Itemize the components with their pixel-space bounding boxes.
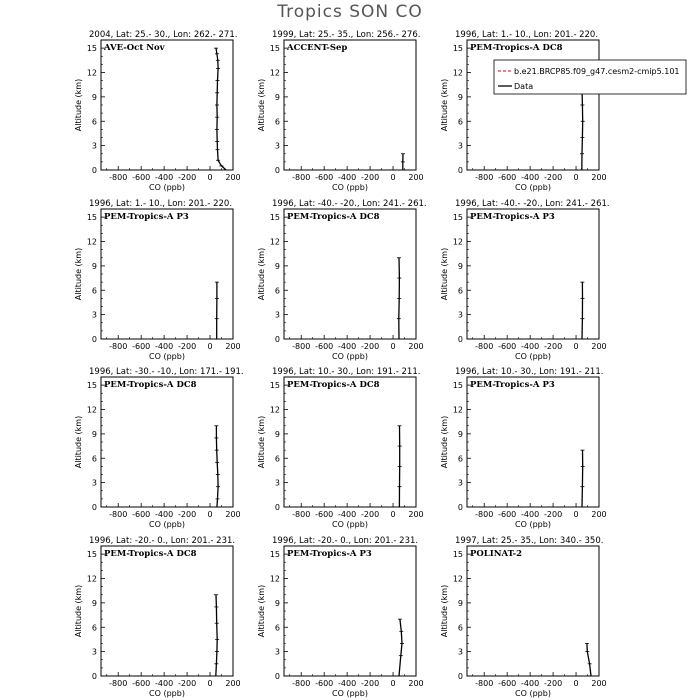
panel-header: 1996, Lat: -20.- 0., Lon: 201.- 231. [89,536,236,546]
y-tick-label: 6 [274,117,280,127]
y-tick-label: 0 [91,335,97,344]
y-tick-label: 0 [274,503,280,512]
panel-6 [440,199,610,361]
x-tick-label: -200 [178,510,197,519]
y-tick-label: 9 [274,429,280,439]
x-tick-label: 200 [225,173,241,182]
y-axis-title: Altitude (km) [440,415,449,469]
y-tick-label: 12 [269,237,280,247]
panel-header: 1996, Lat: 10.- 30., Lon: 191.- 211. [455,367,604,377]
y-tick-label: 12 [86,237,97,247]
x-tick-label: -200 [544,679,563,688]
legend [494,60,686,94]
data-profile-line [582,89,583,170]
y-tick-label: 15 [86,44,97,54]
x-tick-label: 0 [390,510,396,519]
data-profile-line [582,282,583,339]
y-tick-label: 15 [86,550,97,560]
y-tick-label: 3 [91,647,97,657]
campaign-label: PEM-Tropics-A DC8 [104,380,197,390]
panel-12 [440,536,607,698]
x-tick-label: 0 [207,342,213,351]
y-tick-label: 15 [86,381,97,391]
panel-header: 1997, Lat: 25.- 35., Lon: 340.- 350. [455,536,604,546]
y-tick-label: 6 [457,117,463,127]
y-axis-title: Altitude (km) [440,247,449,301]
plot-frame [101,40,233,170]
x-tick-label: 200 [225,510,241,519]
x-axis-title: CO (ppb) [149,352,185,361]
y-tick-label: 6 [91,454,97,464]
x-tick-label: -600 [498,679,517,688]
x-tick-label: -200 [178,679,197,688]
y-tick-label: 0 [274,166,280,175]
x-tick-label: -800 [292,510,311,519]
x-tick-label: -600 [132,173,151,182]
y-tick-label: 12 [269,68,280,78]
y-tick-label: 9 [91,429,97,439]
x-tick-label: 200 [225,342,241,351]
y-tick-label: 9 [91,92,97,102]
panel-header: 1996, Lat: 1.- 10., Lon: 201.- 220. [89,199,233,209]
y-tick-label: 12 [86,574,97,584]
x-axis-title: CO (ppb) [149,689,185,698]
y-tick-label: 15 [269,381,280,391]
x-axis-title: CO (ppb) [332,520,368,529]
x-axis-title: CO (ppb) [332,183,368,192]
y-axis-title: Altitude (km) [257,78,266,132]
legend-data-label: Data [514,82,534,91]
x-tick-label: 0 [573,679,579,688]
y-axis-title: Altitude (km) [74,584,83,638]
y-tick-label: 9 [457,92,463,102]
y-tick-label: 6 [91,117,97,127]
panel-header: 1996, Lat: 10.- 30., Lon: 191.- 211. [272,367,421,377]
y-axis-title: Altitude (km) [74,415,83,469]
x-tick-label: -400 [521,510,540,519]
y-tick-label: 3 [274,647,280,657]
x-tick-label: -600 [315,173,334,182]
y-axis-title: Altitude (km) [74,78,83,132]
y-tick-label: 6 [91,286,97,296]
x-tick-label: -600 [498,173,517,182]
y-tick-label: 15 [269,44,280,54]
panel-8 [257,367,424,529]
x-tick-label: -400 [338,679,357,688]
x-axis-title: CO (ppb) [515,183,551,192]
x-tick-label: -400 [155,679,174,688]
x-tick-label: -800 [292,173,311,182]
y-tick-label: 15 [269,213,280,223]
y-tick-label: 6 [274,286,280,296]
x-tick-label: -400 [155,173,174,182]
plot-frame [101,546,233,676]
y-tick-label: 9 [91,598,97,608]
y-tick-label: 0 [91,166,97,175]
y-tick-label: 6 [91,623,97,633]
x-tick-label: 200 [408,679,424,688]
y-tick-label: 0 [457,335,463,344]
campaign-label: PEM-Tropics-A DC8 [470,43,563,53]
plot-frame [284,377,416,507]
y-tick-label: 9 [274,92,280,102]
y-tick-label: 0 [457,166,463,175]
y-tick-label: 0 [91,503,97,512]
y-tick-label: 6 [457,286,463,296]
panel-header: 1999, Lat: 25.- 35., Lon: 256.- 276. [272,30,421,40]
y-tick-label: 12 [452,574,463,584]
campaign-label: ACCENT-Sep [287,43,348,53]
campaign-label: PEM-Tropics-A P3 [470,380,555,390]
x-tick-label: 200 [591,510,607,519]
y-axis-title: Altitude (km) [257,584,266,638]
x-tick-label: -200 [544,342,563,351]
x-tick-label: -600 [315,679,334,688]
x-tick-label: -800 [109,510,128,519]
campaign-label: PEM-Tropics-A DC8 [104,549,197,559]
y-tick-label: 12 [86,405,97,415]
x-tick-label: -200 [361,173,380,182]
y-tick-label: 0 [457,503,463,512]
x-tick-label: 200 [591,173,607,182]
x-tick-label: 0 [390,679,396,688]
campaign-label: POLINAT-2 [470,549,523,559]
x-tick-label: 200 [225,679,241,688]
x-tick-label: -800 [475,679,494,688]
x-tick-label: -600 [498,510,517,519]
y-tick-label: 12 [86,68,97,78]
panel-header: 1996, Lat: -40.- -20., Lon: 241.- 261. [272,199,427,209]
x-tick-label: -800 [292,342,311,351]
x-axis-title: CO (ppb) [149,520,185,529]
data-profile-line [216,48,226,170]
campaign-label: PEM-Tropics-A P3 [104,212,189,222]
plot-frame [101,377,233,507]
y-tick-label: 3 [91,310,97,320]
x-tick-label: -600 [315,342,334,351]
y-tick-label: 6 [274,454,280,464]
x-tick-label: -400 [338,510,357,519]
y-tick-label: 12 [452,68,463,78]
x-tick-label: -800 [475,510,494,519]
x-tick-label: -800 [475,342,494,351]
y-tick-label: 3 [457,310,463,320]
y-tick-label: 0 [274,672,280,681]
y-tick-label: 12 [269,405,280,415]
x-tick-label: 0 [207,510,213,519]
x-tick-label: -200 [544,510,563,519]
x-tick-label: 0 [207,679,213,688]
y-axis-title: Altitude (km) [440,78,449,132]
x-axis-title: CO (ppb) [515,520,551,529]
y-tick-label: 3 [274,478,280,488]
x-tick-label: -600 [498,342,517,351]
plot-frame [467,377,599,507]
panel-10 [74,536,241,698]
x-tick-label: -200 [178,342,197,351]
y-tick-label: 0 [91,672,97,681]
y-tick-label: 15 [452,550,463,560]
campaign-label: PEM-Tropics-A P3 [470,212,555,222]
panel-3 [440,30,607,192]
x-tick-label: -200 [361,342,380,351]
y-tick-label: 15 [86,213,97,223]
y-tick-label: 3 [274,310,280,320]
x-tick-label: 200 [408,173,424,182]
y-tick-label: 0 [457,672,463,681]
campaign-label: PEM-Tropics-A DC8 [287,212,380,222]
panel-header: 2004, Lat: 25.- 30., Lon: 262.- 271. [89,30,238,40]
y-tick-label: 15 [452,381,463,391]
x-tick-label: -400 [521,342,540,351]
x-tick-label: 0 [207,173,213,182]
y-tick-label: 9 [457,429,463,439]
plot-frame [284,40,416,170]
panel-2 [257,30,424,192]
y-tick-label: 15 [452,213,463,223]
panel-7 [74,367,244,529]
y-tick-label: 3 [274,141,280,151]
panel-9 [440,367,607,529]
x-tick-label: -800 [475,173,494,182]
x-tick-label: 200 [591,342,607,351]
x-tick-label: -400 [338,173,357,182]
data-profile-line [399,619,402,676]
x-tick-label: -200 [178,173,197,182]
x-tick-label: -800 [109,342,128,351]
x-axis-title: CO (ppb) [515,352,551,361]
x-tick-label: 200 [408,342,424,351]
x-tick-label: 200 [408,510,424,519]
x-axis-title: CO (ppb) [332,352,368,361]
legend-model-label: b.e21.BRCP85.f09_g47.cesm2-cmip5.101 [514,67,680,76]
x-tick-label: 0 [573,173,579,182]
x-axis-title: CO (ppb) [149,183,185,192]
y-tick-label: 9 [457,261,463,271]
y-axis-title: Altitude (km) [74,247,83,301]
plot-frame [284,546,416,676]
x-tick-label: -200 [361,679,380,688]
x-tick-label: -600 [132,342,151,351]
y-tick-label: 9 [457,598,463,608]
y-tick-label: 12 [452,237,463,247]
data-profile-line [582,450,583,507]
panel-4 [74,199,241,361]
y-axis-title: Altitude (km) [440,584,449,638]
panel-header: 1996, Lat: -40.- -20., Lon: 241.- 261. [455,199,610,209]
x-axis-title: CO (ppb) [515,689,551,698]
x-tick-label: 0 [573,510,579,519]
y-tick-label: 9 [91,261,97,271]
y-axis-title: Altitude (km) [257,247,266,301]
y-tick-label: 12 [452,405,463,415]
x-tick-label: 0 [390,173,396,182]
y-tick-label: 15 [269,550,280,560]
data-profile-line [587,644,591,677]
x-tick-label: -800 [109,173,128,182]
x-tick-label: -400 [338,342,357,351]
panel-1 [74,30,241,192]
y-tick-label: 3 [457,647,463,657]
plot-frame [467,40,599,170]
x-tick-label: -600 [315,510,334,519]
x-tick-label: -400 [521,173,540,182]
x-tick-label: 0 [390,342,396,351]
y-tick-label: 6 [274,623,280,633]
y-tick-label: 6 [457,623,463,633]
y-tick-label: 0 [274,335,280,344]
x-axis-title: CO (ppb) [332,689,368,698]
campaign-label: PEM-Tropics-A DC8 [287,380,380,390]
campaign-label: AVE-Oct Nov [104,43,165,53]
y-tick-label: 3 [91,141,97,151]
panel-header: 1996, Lat: -30.- -10., Lon: 171.- 191. [89,367,244,377]
y-axis-title: Altitude (km) [257,415,266,469]
panel-header: 1996, Lat: -20.- 0., Lon: 201.- 231. [272,536,419,546]
x-tick-label: -800 [109,679,128,688]
x-tick-label: -600 [132,679,151,688]
plot-frame [101,209,233,339]
x-tick-label: -800 [292,679,311,688]
y-tick-label: 3 [457,478,463,488]
x-tick-label: -600 [132,510,151,519]
chart-title: Tropics SON CO [277,2,423,22]
y-tick-label: 12 [269,574,280,584]
x-tick-label: 200 [591,679,607,688]
campaign-label: PEM-Tropics-A P3 [287,549,372,559]
panel-11 [257,536,424,698]
y-tick-label: 3 [91,478,97,488]
x-tick-label: 0 [573,342,579,351]
y-tick-label: 3 [457,141,463,151]
panel-5 [257,199,427,361]
panel-header: 1996, Lat: 1.- 10., Lon: 201.- 220. [455,30,599,40]
x-tick-label: -200 [361,510,380,519]
y-tick-label: 9 [274,261,280,271]
x-tick-label: -200 [544,173,563,182]
x-tick-label: -400 [155,342,174,351]
plot-frame [467,209,599,339]
plot-frame [467,546,599,676]
y-tick-label: 15 [452,44,463,54]
y-tick-label: 6 [457,454,463,464]
y-tick-label: 9 [274,598,280,608]
plot-frame [284,209,416,339]
x-tick-label: -400 [155,510,174,519]
x-tick-label: -400 [521,679,540,688]
